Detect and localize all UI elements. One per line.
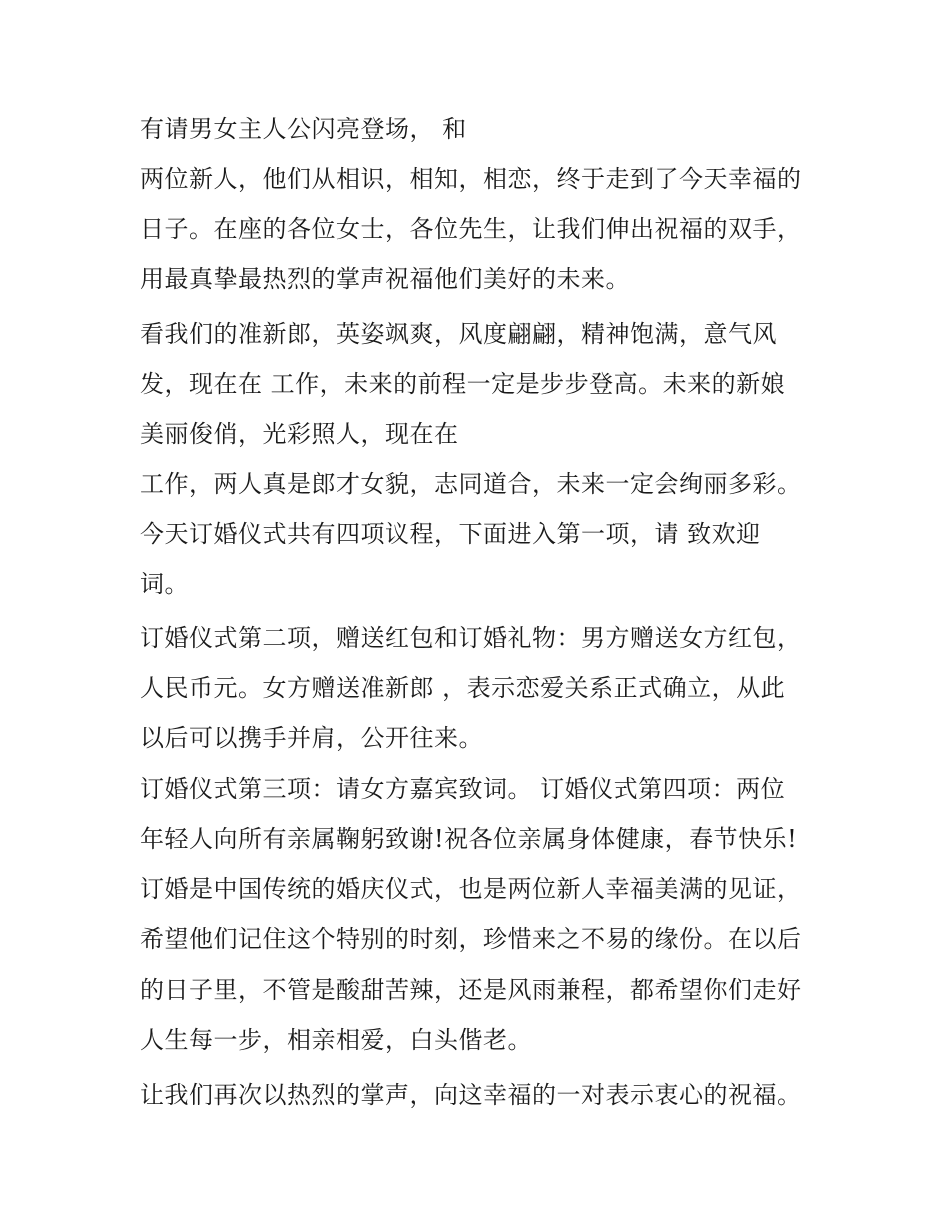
text-line: 美丽俊俏，光彩照人，现在在 bbox=[140, 420, 459, 448]
text-line: 订婚是中国传统的婚庆仪式，也是两位新人幸福美满的见证， bbox=[140, 875, 802, 903]
text-line: 今天订婚仪式共有四项议程，下面进入第一项，请 致欢迎 bbox=[140, 520, 761, 548]
text-line: 以后可以携手并肩，公开往来。 bbox=[140, 724, 483, 752]
text-line: 有请男女主人公闪亮登场， 和 bbox=[140, 115, 467, 143]
text-line: 看我们的准新郎，英姿飒爽，风度翩翩，精神饱满，意气风 bbox=[140, 320, 777, 348]
text-line: 工作，两人真是郎才女貌，志同道合，未来一定会绚丽多彩。 bbox=[140, 470, 802, 498]
text-line: 希望他们记住这个特别的时刻，珍惜来之不易的缘份。在以后 bbox=[140, 925, 802, 953]
text-line: 用最真挚最热烈的掌声祝福他们美好的未来。 bbox=[140, 265, 630, 293]
text-line: 年轻人向所有亲属鞠躬致谢!祝各位亲属身体健康，春节快乐! bbox=[140, 825, 798, 853]
text-line: 订婚仪式第二项，赠送红包和订婚礼物：男方赠送女方红包， bbox=[140, 624, 802, 652]
text-line: 订婚仪式第三项：请女方嘉宾致词。 订婚仪式第四项：两位 bbox=[140, 775, 786, 803]
text-line: 的日子里，不管是酸甜苦辣，还是风雨兼程，都希望你们走好 bbox=[140, 976, 802, 1004]
text-line: 发，现在在 工作，未来的前程一定是步步登高。未来的新娘 bbox=[140, 370, 786, 398]
text-line: 两位新人，他们从相识，相知，相恋，终于走到了今天幸福的 bbox=[140, 165, 802, 193]
text-line: 日子。在座的各位女士，各位先生，让我们伸出祝福的双手， bbox=[140, 215, 802, 243]
text-line: 让我们再次以热烈的掌声，向这幸福的一对表示衷心的祝福。 bbox=[140, 1081, 802, 1109]
text-line: 人生每一步，相亲相爱，白头偕老。 bbox=[140, 1026, 532, 1054]
text-line: 人民币元。女方赠送准新郎 ，表示恋爱关系正式确立，从此 bbox=[140, 674, 786, 702]
text-line: 词。 bbox=[140, 570, 189, 598]
